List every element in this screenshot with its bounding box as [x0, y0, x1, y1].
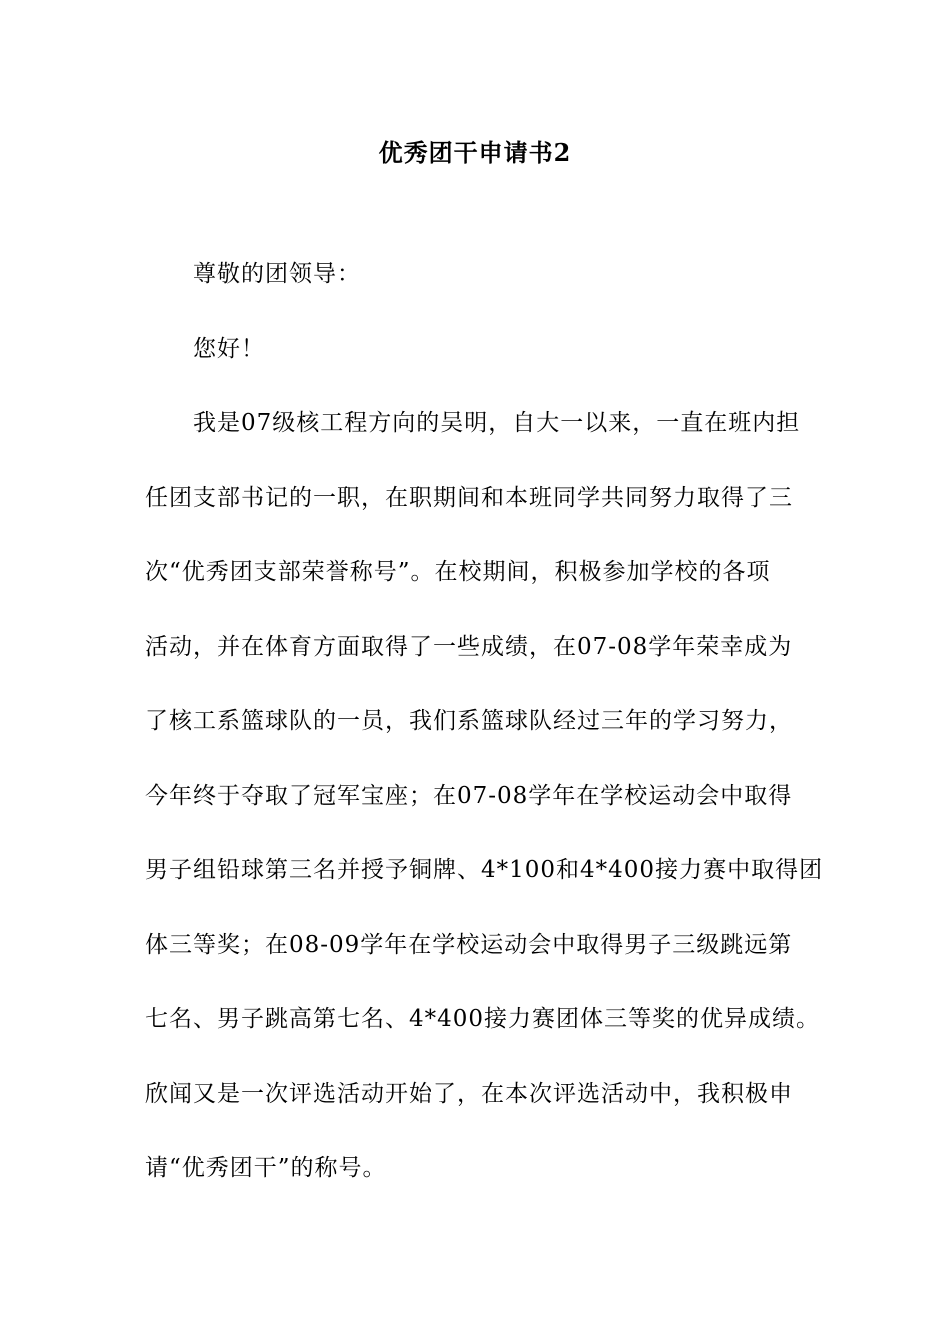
paragraph-line: 了核工系篮球队的一员，我们系篮球队经过三年的学习努力，: [145, 708, 793, 734]
paragraph-line: 我是07级核工程方向的吴明，自大一以来，一直在班内担: [193, 410, 801, 436]
paragraph-line: 今年终于夺取了冠军宝座；在07-08学年在学校运动会中取得: [145, 782, 793, 809]
paragraph-line: 欣闻又是一次评选活动开始了，在本次评选活动中，我积极申: [145, 1080, 793, 1107]
paragraph-line: 活动，并在体育方面取得了一些成绩，在07-08学年荣幸成为: [145, 633, 793, 660]
document-title: 优秀团干申请书2: [378, 138, 572, 167]
paragraph-line: 次“优秀团支部荣誉称号”。在校期间，积极参加学校的各项: [145, 559, 771, 585]
paragraph-line: 请“优秀团干”的称号。: [145, 1155, 387, 1181]
paragraph-line: 男子组铅球第三名并授予铜牌、4*100和4*400接力赛中取得团: [145, 857, 824, 883]
paragraph-line: 七名、男子跳高第七名、4*400接力赛团体三等奖的优异成绩。: [145, 1006, 821, 1032]
paragraph-line: 体三等奖；在08-09学年在学校运动会中取得男子三级跳远第: [145, 931, 793, 958]
greeting: 您好！: [193, 335, 265, 362]
document-body: [145, 256, 835, 1225]
paragraph-line: 任团支部书记的一职，在职期间和本班同学共同努力取得了三: [145, 484, 793, 511]
salutation: 尊敬的团领导：: [193, 261, 361, 287]
